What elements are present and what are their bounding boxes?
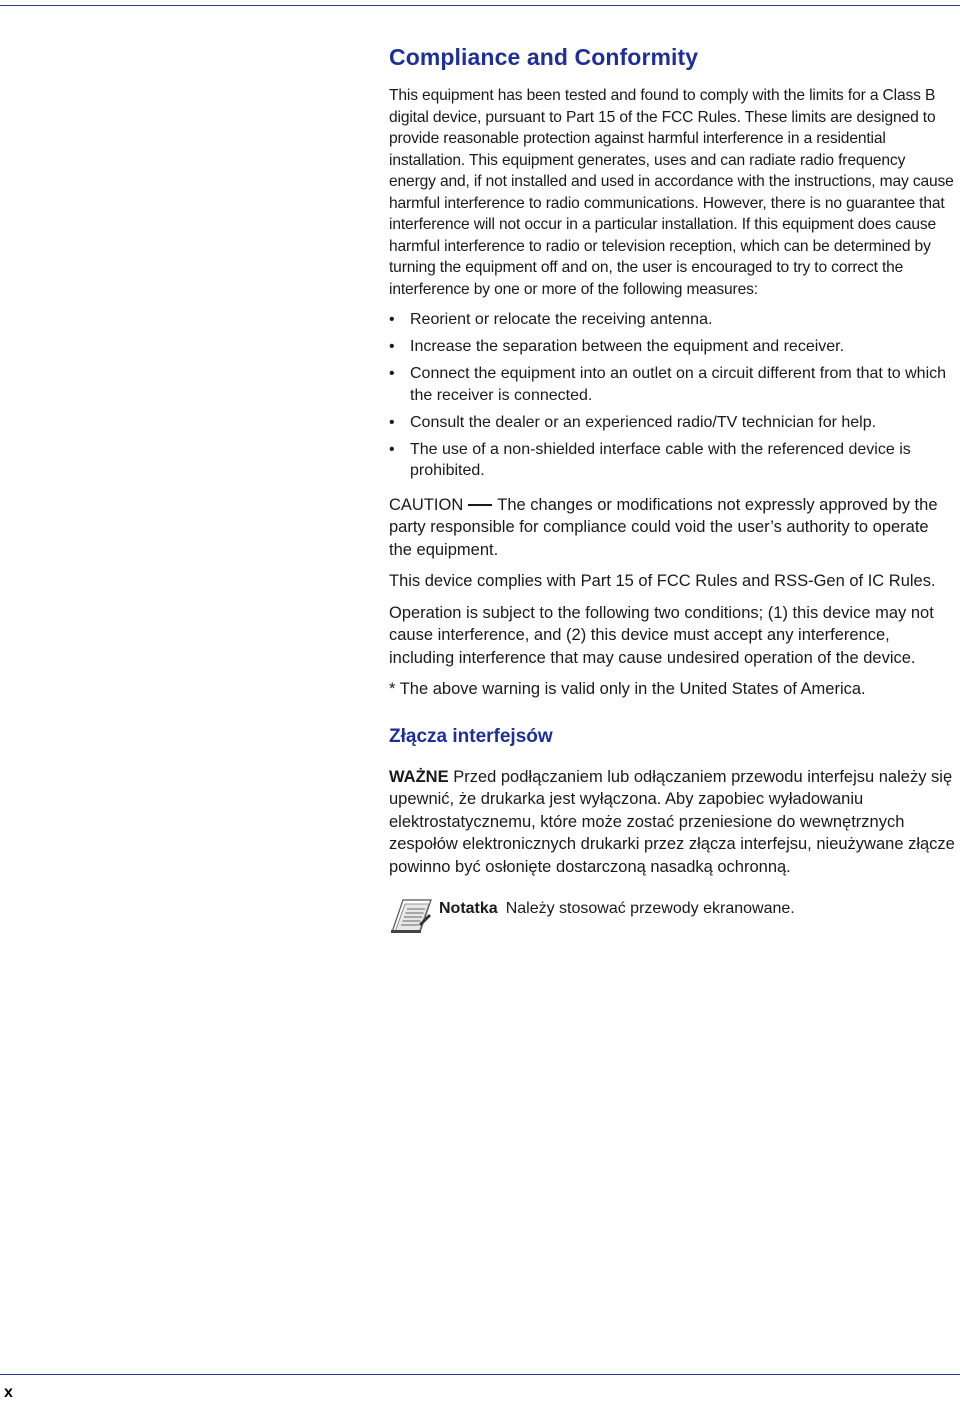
section-title-compliance: Compliance and Conformity bbox=[389, 44, 699, 70]
fcc-paragraph: This equipment has been tested and found to comply with the limits for a Class B digital device, pursuant to Part 15 of the FCC Rules. These limits are designed to provide reasonable protection against harmful interference in a residential installation. This equipment generates, uses and can radiate radio frequency energy and, if not installed and used in accordance with the instructions, may cause harmful interference to radio communications. However, there is no guarantee that interference will not occur in a particular installation. If this equipment does cause harmful interference to radio or television reception, which can be determined by turning the equipment off and on, the user is encouraged to try to correct the interference by one or more of the following measures: bbox=[389, 87, 954, 298]
list-item bbox=[389, 439, 955, 482]
list-item-text: Reorient or relocate the receiving antenna. bbox=[410, 311, 713, 328]
important-text: Przed podłączaniem lub odłączaniem przewodu interfejsu należy się upewnić, że drukarka jest wyłączona. Aby zapobiec wyładowaniu elektrostatycznemu, które może zostać przeniesione do wewnętrznych zespołów elektronicznych drukarki przez złącza interfejsu, nieużywane złącze powinno być osłonięte dostarczoną nasadką ochronną. bbox=[389, 767, 955, 876]
header-rule bbox=[0, 5, 960, 6]
list-item bbox=[389, 412, 955, 434]
list-item bbox=[389, 309, 955, 331]
bullet-marker: • bbox=[389, 440, 395, 458]
note-label: Notatka bbox=[439, 900, 498, 917]
caution-paragraph bbox=[389, 494, 955, 562]
section-spacer bbox=[389, 710, 955, 726]
note-text bbox=[439, 898, 795, 920]
part15-paragraph: This device complies with Part 15 of FCC Rules and RSS-Gen of IC Rules. bbox=[389, 572, 936, 590]
note-box bbox=[389, 896, 955, 934]
footer-rule bbox=[0, 1374, 960, 1375]
page-number: x bbox=[4, 1384, 13, 1401]
bullet-marker: • bbox=[389, 365, 395, 382]
bullet-marker: • bbox=[389, 413, 395, 431]
list-item-text: Connect the equipment into an outlet on a circuit different from that to which the receiver is connected. bbox=[410, 365, 947, 404]
important-paragraph bbox=[389, 766, 955, 879]
note-body: Należy stosować przewody ekranowane. bbox=[505, 900, 795, 917]
notepad-icon bbox=[389, 894, 433, 934]
measures-list bbox=[389, 309, 955, 482]
list-item-text: Consult the dealer or an experienced radio/TV technician for help. bbox=[410, 413, 877, 431]
page-content bbox=[389, 44, 955, 934]
warning-footnote: * The above warning is valid only in the United States of America. bbox=[389, 680, 866, 698]
caution-text: The changes or modifications not expressly approved by the party responsible for compliance could void the user’s authority to operate the equipment. bbox=[389, 495, 938, 559]
list-item bbox=[389, 336, 955, 358]
caution-dash bbox=[468, 504, 492, 506]
conditions-paragraph: Operation is subject to the following two conditions; (1) this device may not cause interference, and (2) this device must accept any interference, including interference that may cause undesired operation of the device. bbox=[389, 603, 934, 667]
section-title-interfaces: Złącza interfejsów bbox=[389, 725, 553, 747]
bullet-marker: • bbox=[389, 311, 395, 328]
caution-label: CAUTION bbox=[389, 495, 464, 514]
list-item-text: Increase the separation between the equipment and receiver. bbox=[410, 338, 845, 355]
bullet-marker: • bbox=[389, 338, 395, 355]
important-label: WAŻNE bbox=[389, 767, 449, 786]
list-item bbox=[389, 363, 955, 406]
list-item-text: The use of a non-shielded interface cable with the referenced device is prohibited. bbox=[410, 440, 911, 479]
